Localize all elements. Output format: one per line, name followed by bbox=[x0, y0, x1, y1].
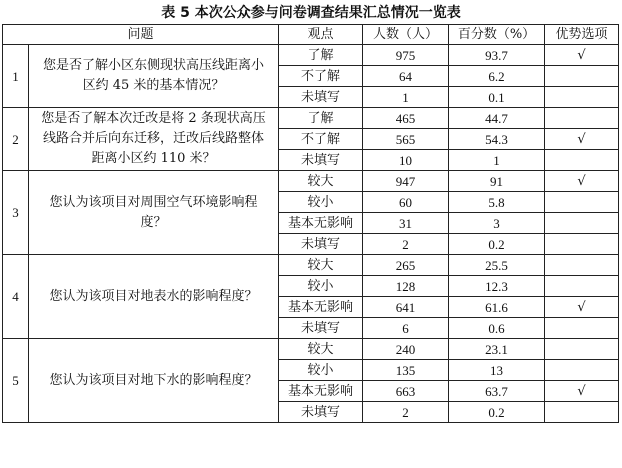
count-cell: 565 bbox=[363, 129, 449, 150]
percent-cell: 23.1 bbox=[449, 339, 545, 360]
count-cell: 64 bbox=[363, 66, 449, 87]
viewpoint-cell: 未填写 bbox=[279, 402, 363, 423]
advantage-cell bbox=[545, 402, 619, 423]
count-cell: 60 bbox=[363, 192, 449, 213]
percent-cell: 3 bbox=[449, 213, 545, 234]
viewpoint-cell: 较大 bbox=[279, 171, 363, 192]
advantage-cell bbox=[545, 150, 619, 171]
survey-results-table bbox=[2, 24, 619, 423]
percent-cell: 44.7 bbox=[449, 108, 545, 129]
percent-cell: 63.7 bbox=[449, 381, 545, 402]
viewpoint-cell: 未填写 bbox=[279, 150, 363, 171]
table-row bbox=[3, 45, 619, 66]
advantage-cell bbox=[545, 108, 619, 129]
advantage-cell bbox=[545, 276, 619, 297]
count-cell: 10 bbox=[363, 150, 449, 171]
table-body bbox=[3, 45, 619, 423]
advantage-cell: √ bbox=[545, 381, 619, 402]
question-number: 4 bbox=[3, 255, 29, 339]
percent-cell: 61.6 bbox=[449, 297, 545, 318]
viewpoint-cell: 了解 bbox=[279, 45, 363, 66]
viewpoint-cell: 较小 bbox=[279, 276, 363, 297]
advantage-cell: √ bbox=[545, 45, 619, 66]
advantage-cell bbox=[545, 360, 619, 381]
viewpoint-cell: 较大 bbox=[279, 339, 363, 360]
question-number: 5 bbox=[3, 339, 29, 423]
advantage-cell bbox=[545, 339, 619, 360]
count-cell: 240 bbox=[363, 339, 449, 360]
percent-cell: 6.2 bbox=[449, 66, 545, 87]
viewpoint-cell: 较大 bbox=[279, 255, 363, 276]
count-cell: 135 bbox=[363, 360, 449, 381]
percent-cell: 0.2 bbox=[449, 234, 545, 255]
count-cell: 6 bbox=[363, 318, 449, 339]
advantage-cell bbox=[545, 213, 619, 234]
count-cell: 2 bbox=[363, 234, 449, 255]
advantage-cell bbox=[545, 87, 619, 108]
viewpoint-cell: 基本无影响 bbox=[279, 297, 363, 318]
advantage-cell: √ bbox=[545, 129, 619, 150]
advantage-cell bbox=[545, 192, 619, 213]
table-caption: 表 5 本次公众参与问卷调查结果汇总情况一览表 bbox=[161, 5, 461, 21]
percent-cell: 13 bbox=[449, 360, 545, 381]
header-viewpoint: 观点 bbox=[279, 25, 363, 45]
advantage-cell bbox=[545, 66, 619, 87]
percent-cell: 0.1 bbox=[449, 87, 545, 108]
viewpoint-cell: 未填写 bbox=[279, 234, 363, 255]
table-row bbox=[3, 171, 619, 192]
viewpoint-cell: 基本无影响 bbox=[279, 381, 363, 402]
header-question: 问题 bbox=[3, 25, 279, 45]
percent-cell: 12.3 bbox=[449, 276, 545, 297]
count-cell: 641 bbox=[363, 297, 449, 318]
header-percent: 百分数（%） bbox=[449, 25, 545, 45]
count-cell: 975 bbox=[363, 45, 449, 66]
count-cell: 265 bbox=[363, 255, 449, 276]
question-text: 您是否了解小区东侧现状高压线距离小区约 45 米的基本情况？ bbox=[29, 45, 279, 108]
viewpoint-cell: 较小 bbox=[279, 192, 363, 213]
count-cell: 2 bbox=[363, 402, 449, 423]
table-row bbox=[3, 255, 619, 276]
percent-cell: 54.3 bbox=[449, 129, 545, 150]
advantage-cell bbox=[545, 255, 619, 276]
count-cell: 947 bbox=[363, 171, 449, 192]
question-text: 您认为该项目对地下水的影响程度？ bbox=[29, 339, 279, 423]
advantage-cell bbox=[545, 234, 619, 255]
percent-cell: 1 bbox=[449, 150, 545, 171]
advantage-cell: √ bbox=[545, 171, 619, 192]
question-number: 3 bbox=[3, 171, 29, 255]
table-row bbox=[3, 339, 619, 360]
header-count: 人数（人） bbox=[363, 25, 449, 45]
advantage-cell bbox=[545, 318, 619, 339]
question-number: 1 bbox=[3, 45, 29, 108]
percent-cell: 0.6 bbox=[449, 318, 545, 339]
question-text: 您是否了解本次迁改是将 2 条现状高压线路合并后向东迁移，迁改后线路整体距离小区约 110 米？ bbox=[29, 108, 279, 171]
viewpoint-cell: 基本无影响 bbox=[279, 213, 363, 234]
count-cell: 465 bbox=[363, 108, 449, 129]
question-text: 您认为该项目对周围空气环境影响程度？ bbox=[29, 171, 279, 255]
count-cell: 1 bbox=[363, 87, 449, 108]
percent-cell: 91 bbox=[449, 171, 545, 192]
count-cell: 31 bbox=[363, 213, 449, 234]
viewpoint-cell: 了解 bbox=[279, 108, 363, 129]
count-cell: 128 bbox=[363, 276, 449, 297]
header-row bbox=[3, 25, 619, 45]
advantage-cell: √ bbox=[545, 297, 619, 318]
percent-cell: 25.5 bbox=[449, 255, 545, 276]
percent-cell: 0.2 bbox=[449, 402, 545, 423]
percent-cell: 93.7 bbox=[449, 45, 545, 66]
count-cell: 663 bbox=[363, 381, 449, 402]
viewpoint-cell: 未填写 bbox=[279, 318, 363, 339]
question-text: 您认为该项目对地表水的影响程度？ bbox=[29, 255, 279, 339]
viewpoint-cell: 未填写 bbox=[279, 87, 363, 108]
question-number: 2 bbox=[3, 108, 29, 171]
table-row bbox=[3, 108, 619, 129]
percent-cell: 5.8 bbox=[449, 192, 545, 213]
viewpoint-cell: 不了解 bbox=[279, 66, 363, 87]
viewpoint-cell: 较小 bbox=[279, 360, 363, 381]
header-advantage: 优势选项 bbox=[545, 25, 619, 45]
viewpoint-cell: 不了解 bbox=[279, 129, 363, 150]
